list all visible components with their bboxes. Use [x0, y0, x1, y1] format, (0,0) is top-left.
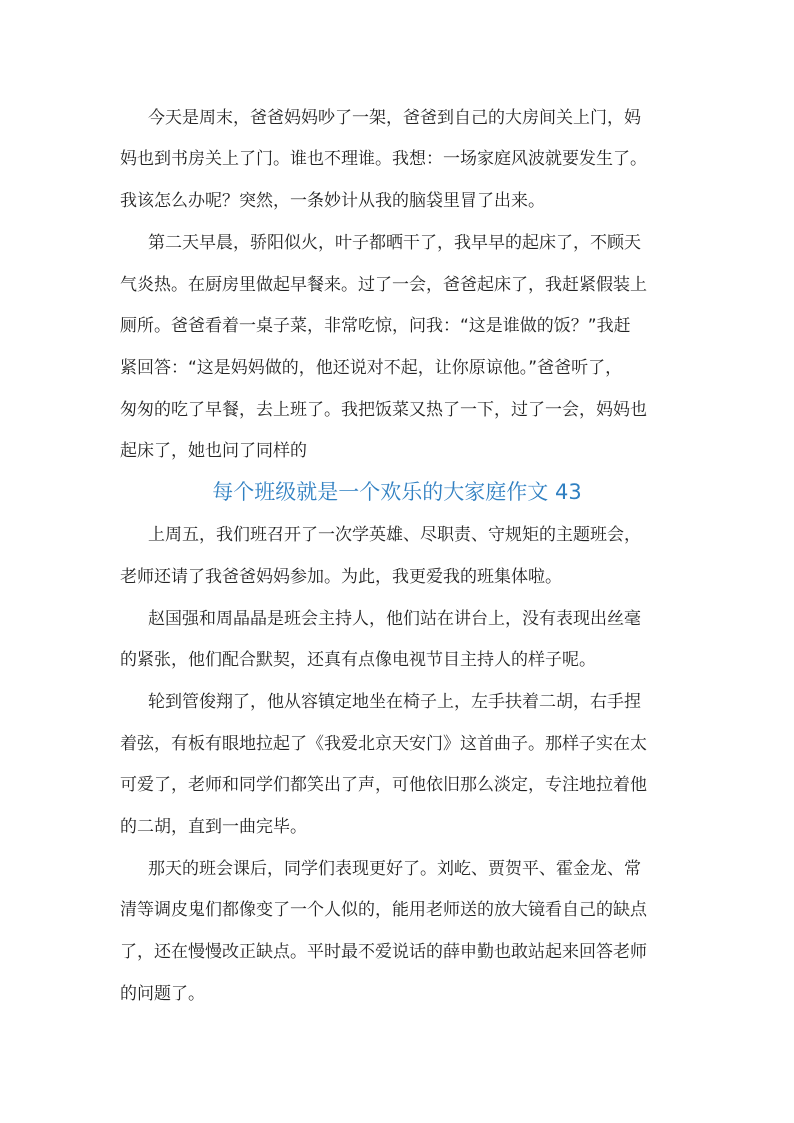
paragraph-line: 上周五，我们班召开了一次学英雄、尽职责、守规矩的主题班会，	[148, 525, 641, 545]
paragraph-line: 那天的班会课后，同学们表现更好了。刘屹、贾贺平、霍金龙、常	[148, 859, 641, 879]
paragraph-line: 赵国强和周晶晶是班会主持人，他们站在讲台上，没有表现出丝毫	[148, 609, 641, 629]
paragraph-line: 着弦，有板有眼地拉起了《我爱北京天安门》这首曲子。那样子实在太	[120, 734, 647, 754]
paragraph-line: 气炎热。在厨房里做起早餐来。过了一会，爸爸起床了，我赶紧假装上	[120, 275, 647, 295]
paragraph-line: 妈也到书房关上了门。谁也不理谁。我想：一场家庭风波就要发生了。	[120, 149, 647, 169]
paragraph-line: 我该怎么办呢？突然，一条妙计从我的脑袋里冒了出来。	[120, 191, 545, 211]
paragraph-line: 今天是周末，爸爸妈妈吵了一架，爸爸到自己的大房间关上门，妈	[148, 108, 641, 128]
paragraph-line: 轮到管俊翔了，他从容镇定地坐在椅子上，左手扶着二胡，右手捏	[148, 692, 641, 712]
paragraph-line: 紧回答：“这是妈妈做的，他还说对不起，让你原谅他。”爸爸听了，	[120, 358, 623, 378]
paragraph-line: 起床了，她也问了同样的	[120, 441, 307, 461]
paragraph-line: 的紧张，他们配合默契，还真有点像电视节目主持人的样子呢。	[120, 650, 596, 670]
paragraph-line: 的二胡，直到一曲完毕。	[120, 817, 307, 837]
paragraph-line: 可爱了，老师和同学们都笑出了声，可他依旧那么淡定，专注地拉着他	[120, 775, 647, 795]
paragraph-line: 第二天早晨，骄阳似火，叶子都晒干了，我早早的起床了，不顾天	[148, 233, 641, 253]
paragraph-line: 匆匆的吃了早餐，去上班了。我把饭菜又热了一下，过了一会，妈妈也	[120, 400, 647, 420]
paragraph-line: 的问题了。	[120, 984, 205, 1004]
paragraph-line: 老师还请了我爸爸妈妈参加。为此，我更爱我的班集体啦。	[120, 567, 562, 587]
paragraph-line: 厕所。爸爸看着一桌子菜，非常吃惊，问我：“这是谁做的饭？”我赶	[120, 316, 631, 336]
paragraph-line: 清等调皮鬼们都像变了一个人似的，能用老师送的放大镜看自己的缺点	[120, 900, 647, 920]
paragraph-line: 了，还在慢慢改正缺点。平时最不爱说话的薛申勤也敢站起来回答老师	[120, 942, 647, 962]
essay-title: 每个班级就是一个欢乐的大家庭作文 43	[212, 480, 582, 504]
